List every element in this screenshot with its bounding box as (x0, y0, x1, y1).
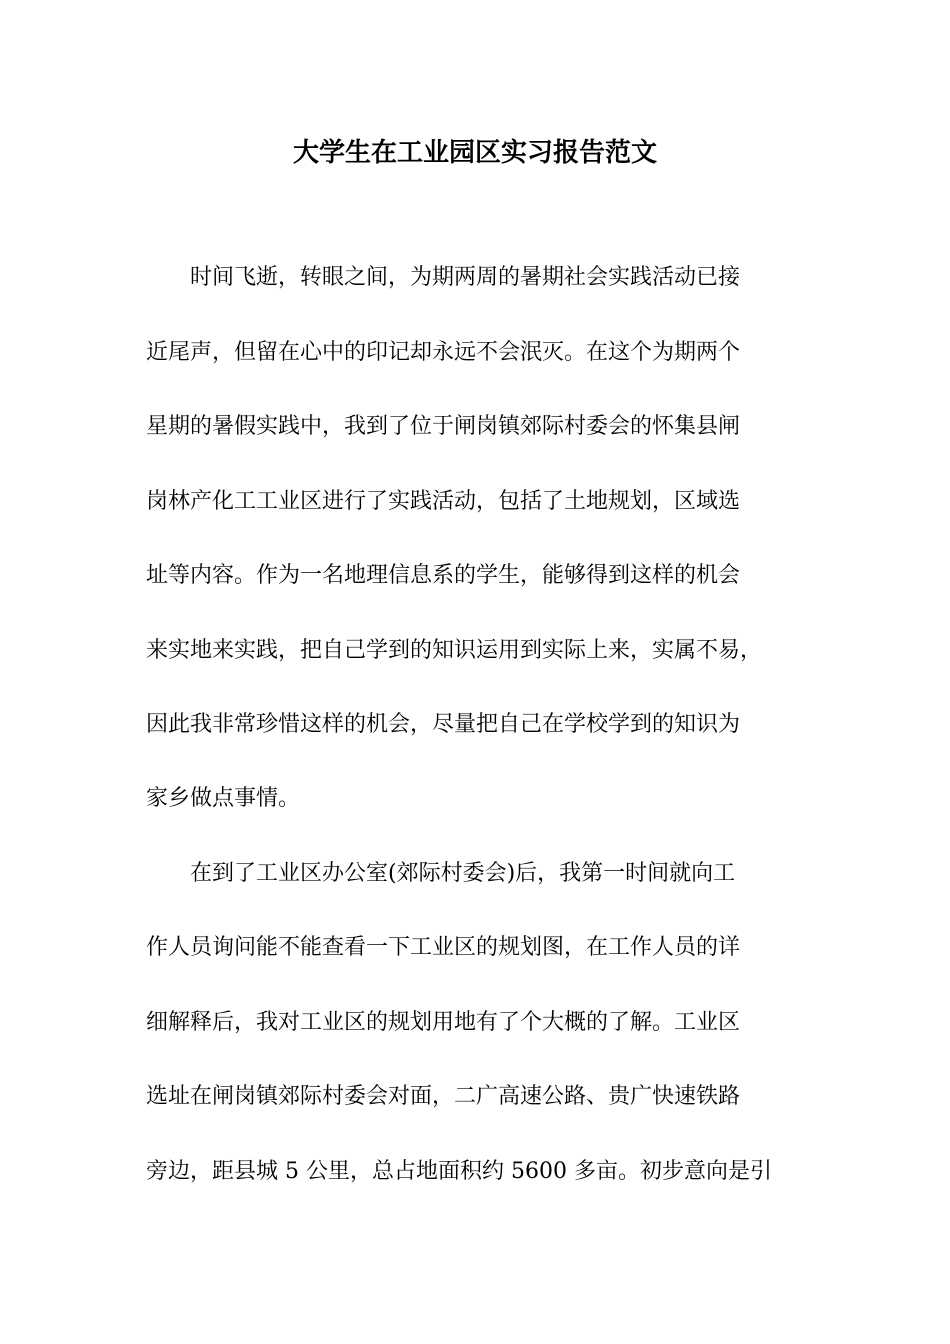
paragraph-line: 星期的暑假实践中，我到了位于闸岗镇郊际村委会的怀集县闸 (146, 414, 741, 439)
paragraph-line: 旁边，距县城 5 公里，总占地面积约 5600 多亩。初步意向是引 (146, 1159, 772, 1184)
paragraph-line: 岗林产化工工业区进行了实践活动，包括了土地规划，区域选 (146, 489, 741, 514)
paragraph-line: 来实地来实践，把自己学到的知识运用到实际上来，实属不易， (146, 638, 763, 663)
paragraph-line: 址等内容。作为一名地理信息系的学生，能够得到这样的机会 (146, 563, 741, 588)
paragraph-line: 近尾声，但留在心中的印记却永远不会泯灭。在这个为期两个 (146, 340, 741, 365)
paragraph-line: 作人员询问能不能查看一下工业区的规划图，在工作人员的详 (146, 935, 741, 960)
paragraph-line: 在到了工业区办公室(郊际村委会)后，我第一时间就向工 (146, 861, 736, 886)
paragraph-line: 家乡做点事情。 (146, 786, 301, 811)
paragraph-line: 因此我非常珍惜这样的机会，尽量把自己在学校学到的知识为 (146, 712, 741, 737)
paragraph-line: 选址在闸岗镇郊际村委会对面，二广高速公路、贵广快速铁路 (146, 1084, 741, 1109)
document-title: 大学生在工业园区实习报告范文 (292, 138, 657, 168)
paragraph-line: 细解释后，我对工业区的规划用地有了个大概的了解。工业区 (146, 1010, 741, 1035)
paragraph-line: 时间飞逝，转眼之间，为期两周的暑期社会实践活动已接 (146, 265, 741, 290)
